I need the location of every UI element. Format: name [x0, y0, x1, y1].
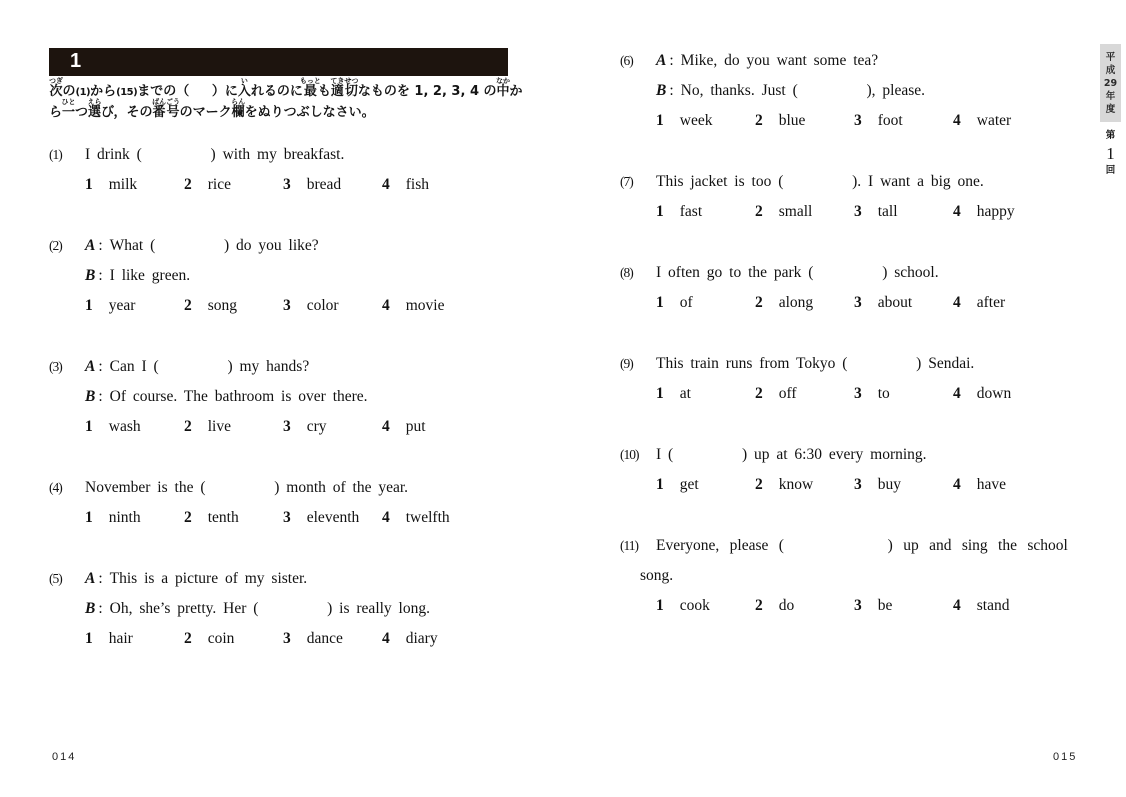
- choice-number: 2: [184, 297, 192, 314]
- choice-option: [283, 503, 382, 533]
- furigana-segment: 番号ばんごう: [152, 98, 181, 120]
- furigana-segment: 欄らん: [231, 98, 246, 120]
- choice-option: [656, 379, 755, 409]
- choice-label: milk: [108, 176, 138, 193]
- question-number: (2): [49, 238, 62, 253]
- choice-label: cry: [306, 418, 327, 435]
- choice-option: [656, 470, 755, 500]
- choice-option: [755, 197, 854, 227]
- furigana-segment: 入い: [237, 77, 251, 99]
- choice-label: down: [976, 385, 1012, 402]
- choice-label: live: [207, 418, 231, 435]
- choice-option: [283, 624, 382, 654]
- choice-number: 2: [184, 176, 192, 193]
- choice-option: [854, 288, 953, 318]
- choice-label: song: [207, 297, 238, 314]
- choice-label: ninth: [108, 509, 141, 526]
- choice-option: [656, 591, 755, 621]
- choice-label: cook: [679, 597, 710, 614]
- question-text: song.: [640, 567, 674, 584]
- speaker-label: A: [656, 52, 667, 69]
- question-line: [49, 261, 511, 291]
- question-text: No, thanks. Just ( ), please.: [680, 82, 925, 99]
- choice-number: 4: [953, 385, 961, 402]
- choice-number: 2: [755, 294, 763, 311]
- choice-option: [656, 197, 755, 227]
- choices-row: [49, 624, 511, 654]
- choice-label: coin: [207, 630, 235, 647]
- choice-option: [85, 412, 184, 442]
- choice-label: buy: [877, 476, 901, 493]
- instruction-text: ら: [49, 105, 63, 120]
- choice-label: water: [976, 112, 1012, 129]
- question-line: [49, 140, 511, 170]
- instructions: [49, 77, 523, 119]
- question-text: This train runs from Tokyo ( ) Sendai.: [656, 355, 975, 372]
- choice-label: week: [679, 112, 713, 129]
- round-tab-char: 第: [1105, 130, 1116, 141]
- choice-label: stand: [976, 597, 1010, 614]
- choice-number: 4: [382, 509, 390, 526]
- choice-number: 3: [283, 176, 291, 193]
- choice-option: [85, 170, 184, 200]
- speaker-label: A: [85, 358, 96, 375]
- question-number: (5): [49, 571, 62, 586]
- speaker-label: B: [656, 82, 667, 99]
- question-text: Oh, she’s pretty. Her ( ) is really long.: [109, 600, 430, 617]
- question-text: November is the ( ) month of the year.: [85, 479, 409, 496]
- instruction-text: から: [90, 84, 117, 99]
- question-item: [49, 231, 511, 321]
- choice-number: 4: [953, 294, 961, 311]
- section-header-bar: [49, 48, 508, 76]
- year-tab-char: 度: [1105, 104, 1116, 115]
- question-number: (3): [49, 359, 62, 374]
- choice-number: 2: [755, 385, 763, 402]
- question-number: (7): [620, 174, 633, 189]
- question-text: This jacket is too ( ). I want a big one.: [656, 173, 984, 190]
- question-number: (10): [620, 447, 639, 462]
- choice-number: 4: [953, 112, 961, 129]
- choice-number: 1: [656, 294, 664, 311]
- choice-number: 1: [85, 630, 93, 647]
- choice-label: diary: [405, 630, 438, 647]
- instruction-text: び，その: [101, 105, 153, 120]
- choice-number: 2: [184, 509, 192, 526]
- speaker-colon: :: [669, 82, 674, 99]
- instruction-text: (15): [116, 87, 138, 98]
- question-line: [49, 382, 511, 412]
- choice-option: [184, 503, 283, 533]
- choice-label: fast: [679, 203, 703, 220]
- furigana-segment: 次つぎ: [49, 77, 63, 99]
- choice-label: eleventh: [306, 509, 360, 526]
- question-line: [49, 473, 511, 503]
- choice-number: 2: [755, 476, 763, 493]
- question-text: This is a picture of my sister.: [109, 570, 308, 587]
- choice-number: 2: [184, 630, 192, 647]
- question-text: I ( ) up at 6:30 every morning.: [656, 446, 927, 463]
- speaker-colon: :: [98, 570, 103, 587]
- question-text: Everyone, please ( ) up and sing the school: [656, 537, 1068, 554]
- choice-label: tall: [877, 203, 898, 220]
- choice-label: movie: [405, 297, 445, 314]
- choice-option: [755, 591, 854, 621]
- instruction-text: (1): [75, 87, 91, 98]
- question-line: [620, 258, 1076, 288]
- year-tab-char: 平: [1105, 52, 1116, 63]
- choice-number: 1: [85, 418, 93, 435]
- instruction-text: までの（ ）に: [137, 84, 238, 99]
- question-line: [620, 167, 1076, 197]
- choice-number: 3: [854, 294, 862, 311]
- left-page-questions: [49, 140, 511, 685]
- choice-option: [755, 379, 854, 409]
- instruction-text: なものを 1, 2, 3, 4 の: [357, 84, 497, 99]
- choice-number: 4: [382, 418, 390, 435]
- choice-option: [953, 470, 1006, 500]
- choice-option: [382, 412, 426, 442]
- question-line: [49, 352, 511, 382]
- speaker-colon: :: [669, 52, 674, 69]
- choice-label: twelfth: [405, 509, 450, 526]
- choice-label: about: [877, 294, 913, 311]
- choices-row: [49, 412, 511, 442]
- choice-option: [854, 379, 953, 409]
- choice-option: [656, 288, 755, 318]
- choice-number: 2: [755, 112, 763, 129]
- choices-row: [49, 170, 511, 200]
- choice-label: bread: [306, 176, 342, 193]
- choice-option: [953, 288, 1005, 318]
- instruction-text: か: [509, 84, 523, 99]
- question-line: [620, 76, 1076, 106]
- choice-option: [283, 170, 382, 200]
- speaker-colon: :: [98, 600, 103, 617]
- question-number: (8): [620, 265, 633, 280]
- choices-row: [49, 291, 511, 321]
- choice-option: [656, 106, 755, 136]
- right-page-questions: [620, 46, 1076, 652]
- question-line: [620, 561, 1076, 591]
- choice-number: 3: [283, 630, 291, 647]
- question-item: [620, 349, 1076, 409]
- choice-label: color: [306, 297, 339, 314]
- choice-option: [184, 291, 283, 321]
- choice-label: put: [405, 418, 426, 435]
- page-number-right: 015: [1053, 751, 1078, 763]
- choices-row: [620, 379, 1076, 409]
- choice-number: 1: [656, 476, 664, 493]
- choice-label: get: [679, 476, 699, 493]
- question-number: (6): [620, 53, 633, 68]
- choice-label: be: [877, 597, 893, 614]
- choice-label: off: [778, 385, 797, 402]
- choice-number: 3: [854, 203, 862, 220]
- instruction-text: をぬりつぶしなさい。: [244, 105, 375, 120]
- choice-option: [85, 291, 184, 321]
- choice-number: 3: [283, 418, 291, 435]
- choice-label: happy: [976, 203, 1015, 220]
- question-item: [620, 258, 1076, 318]
- choice-option: [382, 624, 438, 654]
- choice-label: foot: [877, 112, 903, 129]
- choice-number: 1: [85, 176, 93, 193]
- question-text: Can I ( ) my hands?: [109, 358, 310, 375]
- question-number: (9): [620, 356, 633, 371]
- choice-number: 3: [854, 112, 862, 129]
- section-number: 1: [70, 50, 82, 72]
- choice-number: 3: [283, 509, 291, 526]
- choice-number: 1: [656, 385, 664, 402]
- year-tab-char: 年: [1105, 91, 1116, 102]
- choices-row: [620, 197, 1076, 227]
- speaker-colon: :: [98, 237, 103, 254]
- question-line: [620, 531, 1076, 561]
- choice-number: 4: [382, 176, 390, 193]
- choice-option: [953, 197, 1015, 227]
- speaker-label: B: [85, 267, 96, 284]
- question-item: [620, 46, 1076, 136]
- choice-option: [854, 106, 953, 136]
- question-text: What ( ) do you like?: [109, 237, 319, 254]
- choice-number: 2: [755, 597, 763, 614]
- round-edge-tab: [1100, 129, 1121, 178]
- choice-label: tenth: [207, 509, 239, 526]
- choice-option: [755, 288, 854, 318]
- choice-number: 4: [382, 297, 390, 314]
- question-line: [49, 594, 511, 624]
- speaker-colon: :: [98, 388, 103, 405]
- choice-label: of: [679, 294, 693, 311]
- choice-label: rice: [207, 176, 231, 193]
- question-number: (11): [620, 538, 638, 553]
- year-tab-char: 29: [1103, 78, 1118, 89]
- choice-number: 1: [85, 297, 93, 314]
- choice-number: 2: [755, 203, 763, 220]
- question-item: [49, 140, 511, 200]
- choice-option: [85, 624, 184, 654]
- choice-label: hair: [108, 630, 133, 647]
- choice-option: [854, 470, 953, 500]
- speaker-label: A: [85, 570, 96, 587]
- choices-row: [620, 288, 1076, 318]
- choice-option: [854, 591, 953, 621]
- choice-option: [953, 379, 1011, 409]
- choice-option: [854, 197, 953, 227]
- choice-label: to: [877, 385, 890, 402]
- question-line: [620, 349, 1076, 379]
- question-text: I drink ( ) with my breakfast.: [85, 146, 345, 163]
- instruction-text: つ: [75, 105, 89, 120]
- choice-number: 3: [283, 297, 291, 314]
- year-edge-tab: [1100, 44, 1121, 122]
- choices-row: [620, 591, 1076, 621]
- choice-option: [953, 106, 1011, 136]
- choice-number: 4: [953, 476, 961, 493]
- choice-number: 1: [656, 203, 664, 220]
- speaker-colon: :: [98, 267, 103, 284]
- question-item: [620, 167, 1076, 227]
- choice-label: year: [108, 297, 136, 314]
- choice-label: after: [976, 294, 1006, 311]
- furigana-segment: 一ひと: [61, 98, 76, 120]
- instruction-text: も: [317, 84, 331, 99]
- choice-label: blue: [778, 112, 806, 129]
- question-line: [620, 440, 1076, 470]
- choice-number: 3: [854, 385, 862, 402]
- choice-option: [382, 170, 429, 200]
- furigana-segment: 選えら: [87, 98, 102, 120]
- question-number: (1): [49, 147, 62, 162]
- choice-number: 2: [184, 418, 192, 435]
- choice-label: small: [778, 203, 813, 220]
- speaker-label: B: [85, 388, 96, 405]
- choice-label: wash: [108, 418, 141, 435]
- choice-number: 4: [953, 203, 961, 220]
- choice-label: do: [778, 597, 795, 614]
- choice-number: 4: [953, 597, 961, 614]
- question-text: Mike, do you want some tea?: [680, 52, 879, 69]
- year-tab-char: 成: [1105, 65, 1116, 76]
- choice-option: [382, 291, 445, 321]
- choices-row: [49, 503, 511, 533]
- choices-row: [620, 106, 1076, 136]
- choice-number: 4: [382, 630, 390, 647]
- instruction-text: のマーク: [179, 105, 232, 120]
- choice-option: [184, 412, 283, 442]
- choice-number: 1: [656, 112, 664, 129]
- choice-option: [382, 503, 450, 533]
- choice-option: [283, 291, 382, 321]
- question-line: [620, 46, 1076, 76]
- speaker-colon: :: [98, 358, 103, 375]
- furigana-segment: 適切てきせつ: [330, 77, 359, 99]
- question-item: [620, 440, 1076, 500]
- choice-number: 3: [854, 597, 862, 614]
- choice-option: [755, 106, 854, 136]
- choice-label: along: [778, 294, 814, 311]
- instruction-text: の: [62, 84, 76, 99]
- choice-option: [184, 170, 283, 200]
- instruction-line: [49, 77, 523, 98]
- question-item: [620, 531, 1076, 621]
- furigana-segment: 最もっと: [299, 77, 321, 99]
- question-line: [49, 231, 511, 261]
- choice-label: dance: [306, 630, 343, 647]
- choice-option: [953, 591, 1009, 621]
- choice-option: [283, 412, 382, 442]
- speaker-label: B: [85, 600, 96, 617]
- choice-number: 3: [854, 476, 862, 493]
- choice-option: [755, 470, 854, 500]
- choice-label: at: [679, 385, 691, 402]
- question-item: [49, 473, 511, 533]
- choices-row: [620, 470, 1076, 500]
- furigana-segment: 中なか: [496, 77, 511, 99]
- choice-option: [184, 624, 283, 654]
- question-text: I like green.: [109, 267, 191, 284]
- page-number-left: 014: [52, 751, 77, 763]
- choice-label: fish: [405, 176, 429, 193]
- question-text: Of course. The bathroom is over there.: [109, 388, 368, 405]
- choice-number: 1: [85, 509, 93, 526]
- question-text: I often go to the park ( ) school.: [656, 264, 939, 281]
- speaker-label: A: [85, 237, 96, 254]
- instruction-text: れるのに: [250, 84, 303, 99]
- round-tab-char: 1: [1106, 144, 1115, 163]
- question-number: (4): [49, 480, 62, 495]
- question-item: [49, 352, 511, 442]
- choice-option: [85, 503, 184, 533]
- question-item: [49, 564, 511, 654]
- choice-label: know: [778, 476, 814, 493]
- choice-label: have: [976, 476, 1007, 493]
- round-tab-char: 回: [1105, 165, 1116, 176]
- question-line: [49, 564, 511, 594]
- choice-number: 1: [656, 597, 664, 614]
